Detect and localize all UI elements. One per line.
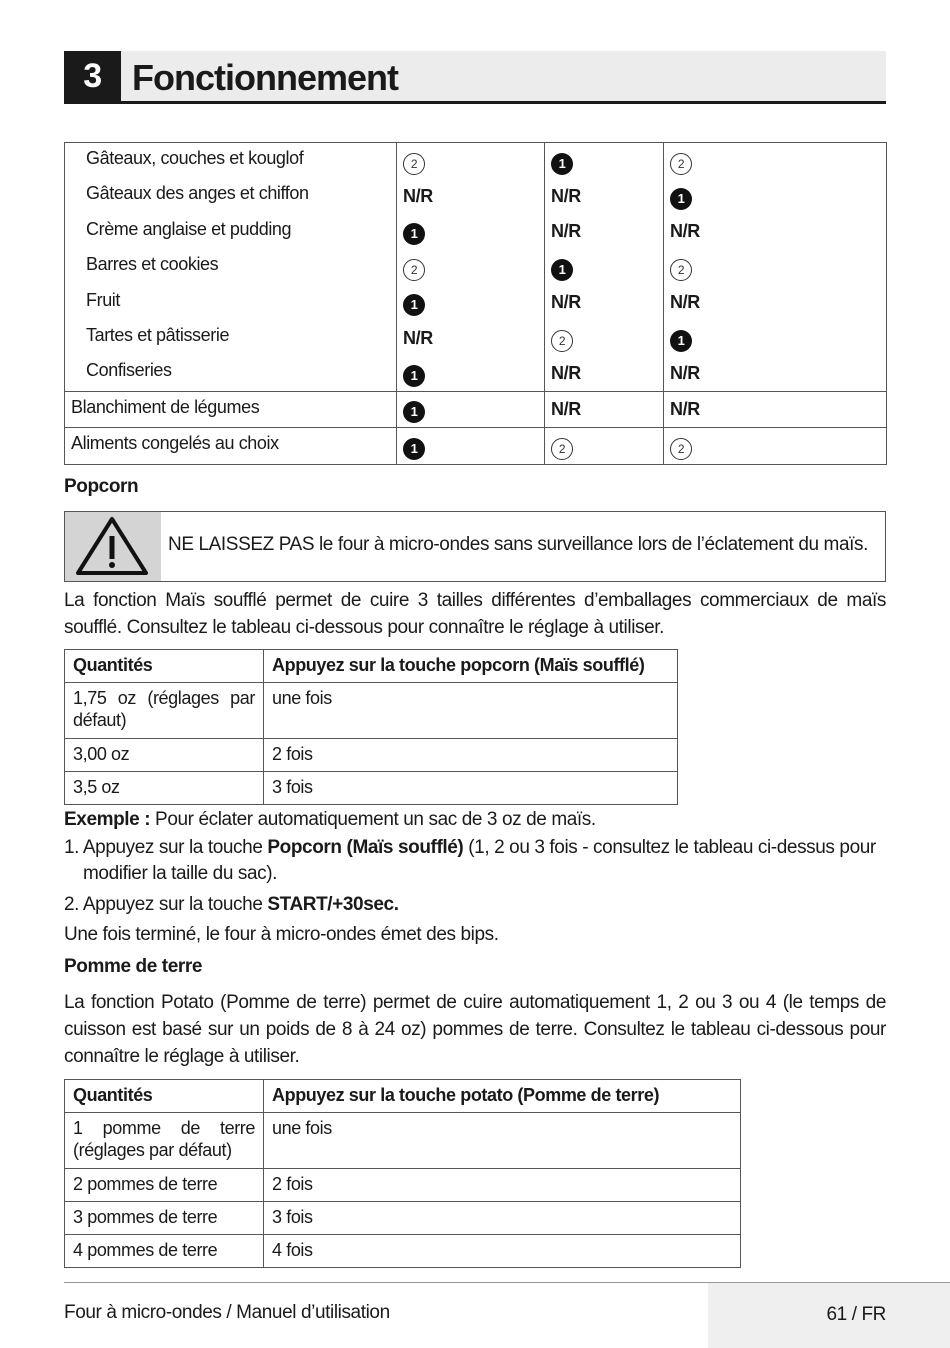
warning-box bbox=[64, 511, 886, 582]
popcorn-heading: Popcorn bbox=[64, 476, 139, 497]
not-recommended-label: N/R bbox=[670, 399, 700, 420]
chapter-header bbox=[64, 51, 886, 104]
table-cell: 3,00 oz bbox=[65, 739, 264, 772]
not-recommended-label: N/R bbox=[551, 363, 581, 384]
row-label: Blanchiment de légumes bbox=[71, 396, 260, 417]
column-header: Quantités bbox=[65, 1080, 264, 1113]
table-header-row bbox=[65, 650, 678, 683]
done-text: Une fois terminé, le four à micro-ondes émet des bips. bbox=[64, 924, 499, 945]
table-cell: 3 fois bbox=[264, 772, 678, 805]
potato-intro: La fonction Potato (Pomme de terre) permet de cuire automatiquement 1, 2 ou 3 ou 4 (le temps de cuisson est basé sur un poids de 8 à 24 oz) pommes de terre. Consultez le tableau ci-dessous pour connaître le réglage à utiliser. bbox=[64, 992, 886, 1067]
potato-table bbox=[64, 1079, 741, 1268]
popcorn-table bbox=[64, 649, 678, 805]
table-row bbox=[65, 1113, 741, 1169]
warning-text: NE LAISSEZ PAS le four à micro-ondes sans surveillance lors de l’éclatement du maïs. bbox=[168, 534, 868, 555]
table-cell: 1,75 oz (réglages par défaut) bbox=[65, 683, 264, 739]
table-cell: 2 fois bbox=[264, 1169, 741, 1202]
table-cell: 4 fois bbox=[264, 1235, 741, 1268]
filled-number-badge: 1 bbox=[403, 438, 425, 460]
example-line bbox=[64, 807, 886, 833]
not-recommended-label: N/R bbox=[670, 292, 700, 313]
table-row bbox=[65, 1202, 741, 1235]
table-header-row bbox=[65, 1080, 741, 1113]
outlined-number-badge: 2 bbox=[403, 153, 425, 175]
row-label: Confiseries bbox=[86, 360, 172, 381]
header-rule bbox=[64, 101, 886, 104]
row-label: Barres et cookies bbox=[86, 254, 219, 275]
outlined-number-badge: 2 bbox=[670, 259, 692, 281]
table-cell: 4 pommes de terre bbox=[65, 1235, 264, 1268]
table-row bbox=[65, 1235, 741, 1268]
outlined-number-badge: 2 bbox=[670, 153, 692, 175]
example-text: Pour éclater automatiquement un sac de 3 oz de maïs. bbox=[150, 809, 596, 830]
row-label: Gâteaux des anges et chiffon bbox=[86, 183, 309, 204]
example-label: Exemple : bbox=[64, 809, 151, 830]
table-row bbox=[65, 772, 678, 805]
filled-number-badge: 1 bbox=[670, 188, 692, 210]
mode-table bbox=[64, 142, 887, 465]
filled-number-badge: 1 bbox=[551, 153, 573, 175]
filled-number-badge: 1 bbox=[403, 223, 425, 245]
filled-number-badge: 1 bbox=[403, 401, 425, 423]
filled-number-badge: 1 bbox=[403, 365, 425, 387]
not-recommended-label: N/R bbox=[551, 292, 581, 313]
warning-triangle-icon bbox=[65, 512, 161, 581]
row-label: Crème anglaise et pudding bbox=[86, 218, 292, 239]
row-label: Gâteaux, couches et kouglof bbox=[86, 148, 304, 168]
not-recommended-label: N/R bbox=[403, 327, 433, 348]
not-recommended-label: N/R bbox=[670, 221, 700, 242]
not-recommended-label: N/R bbox=[551, 399, 581, 420]
table-cell: une fois bbox=[264, 1113, 741, 1169]
outlined-number-badge: 2 bbox=[670, 438, 692, 460]
row-label: Fruit bbox=[86, 289, 121, 310]
table-row bbox=[65, 683, 678, 739]
not-recommended-label: N/R bbox=[670, 363, 700, 384]
table-row bbox=[65, 1169, 741, 1202]
chapter-title: Fonctionnement bbox=[132, 57, 398, 98]
outlined-number-badge: 2 bbox=[551, 330, 573, 352]
footer-title: Four à micro-ondes / Manuel d’utilisation bbox=[64, 1302, 390, 1323]
page-number: 61 / FR bbox=[826, 1304, 886, 1325]
not-recommended-label: N/R bbox=[551, 221, 581, 242]
table-cell: 3 fois bbox=[264, 1202, 741, 1235]
outlined-number-badge: 2 bbox=[403, 259, 425, 281]
filled-number-badge: 1 bbox=[670, 330, 692, 352]
popcorn-intro: La fonction Maïs soufflé permet de cuire 3 tailles différentes d’emballages commerciaux de maïs soufflé. Consultez le tableau ci-dessous pour connaître le réglage à utiliser. bbox=[64, 590, 886, 638]
list-item: 1. Appuyez sur la touche Popcorn (Maïs soufflé) (1, 2 ou 3 fois - consultez le tableau ci-dessus pour modifier la taille du sac). bbox=[64, 837, 876, 884]
chapter-number: 3 bbox=[64, 51, 121, 104]
column-header: Appuyez sur la touche potato (Pomme de terre) bbox=[264, 1080, 741, 1113]
row-label: Aliments congelés au choix bbox=[71, 433, 279, 454]
potato-heading: Pomme de terre bbox=[64, 956, 203, 977]
column-header: Appuyez sur la touche popcorn (Maïs soufflé) bbox=[264, 650, 678, 683]
list-item: 2. Appuyez sur la touche START/+30sec. bbox=[64, 894, 399, 915]
table-cell: 2 pommes de terre bbox=[65, 1169, 264, 1202]
table-cell: 3,5 oz bbox=[65, 772, 264, 805]
table-row bbox=[65, 428, 887, 464]
outlined-number-badge: 2 bbox=[551, 438, 573, 460]
table-cell: 3 pommes de terre bbox=[65, 1202, 264, 1235]
table-cell: 1 pomme de terre (réglages par défaut) bbox=[65, 1113, 264, 1169]
filled-number-badge: 1 bbox=[551, 259, 573, 281]
table-cell: 2 fois bbox=[264, 739, 678, 772]
filled-number-badge: 1 bbox=[403, 294, 425, 316]
table-row bbox=[65, 143, 887, 392]
not-recommended-label: N/R bbox=[551, 186, 581, 207]
not-recommended-label: N/R bbox=[403, 186, 433, 207]
row-label: Tartes et pâtisserie bbox=[86, 324, 230, 345]
column-header: Quantités bbox=[65, 650, 264, 683]
table-cell: une fois bbox=[264, 683, 678, 739]
table-row bbox=[65, 391, 887, 427]
table-row bbox=[65, 739, 678, 772]
